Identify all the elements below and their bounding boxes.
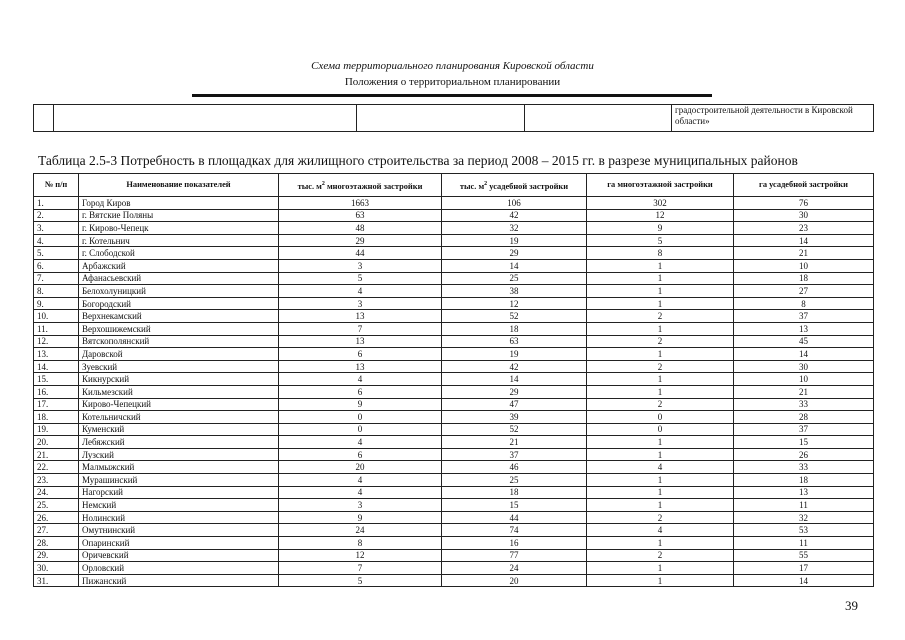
table-header-row — [34, 174, 874, 197]
col-header-multi-k-rest: многоэтажной застройки — [324, 181, 423, 191]
cell-estate-thousand-m2: 18 — [442, 322, 587, 335]
cell-multi-storey-thousand-m2: 20 — [279, 461, 442, 474]
cell-district-name: Афанасьевский — [79, 272, 279, 285]
cell-district-name: г. Кирово-Чепецк — [79, 222, 279, 235]
table-cell — [525, 105, 672, 132]
cell-estate-thousand-m2: 20 — [442, 574, 587, 587]
cell-row-number: 10. — [34, 310, 79, 323]
cell-multi-storey-thousand-m2: 4 — [279, 285, 442, 298]
cell-multi-storey-thousand-m2: 7 — [279, 322, 442, 335]
cell-multi-storey-thousand-m2: 24 — [279, 524, 442, 537]
cell-estate-thousand-m2: 25 — [442, 474, 587, 487]
table-row — [34, 105, 874, 132]
cell-row-number: 2. — [34, 209, 79, 222]
cell-multi-storey-ha: 2 — [587, 335, 734, 348]
cell-multi-storey-thousand-m2: 44 — [279, 247, 442, 260]
cell-multi-storey-ha: 1 — [587, 486, 734, 499]
cell-district-name: г. Слободской — [79, 247, 279, 260]
cell-multi-storey-ha: 1 — [587, 574, 734, 587]
cell-row-number: 12. — [34, 335, 79, 348]
col-header-estate-k — [442, 174, 587, 197]
cell-estate-ha: 26 — [734, 448, 874, 461]
table-row — [34, 474, 874, 487]
cell-estate-ha: 30 — [734, 360, 874, 373]
cell-estate-thousand-m2: 42 — [442, 360, 587, 373]
table-row — [34, 549, 874, 562]
cell-row-number: 9. — [34, 297, 79, 310]
cell-estate-ha: 14 — [734, 234, 874, 247]
cell-district-name: Верхнекамский — [79, 310, 279, 323]
cell-estate-thousand-m2: 16 — [442, 537, 587, 550]
cell-row-number: 25. — [34, 499, 79, 512]
cell-multi-storey-thousand-m2: 3 — [279, 259, 442, 272]
cell-estate-thousand-m2: 19 — [442, 348, 587, 361]
table-row — [34, 197, 874, 210]
cell-estate-thousand-m2: 63 — [442, 335, 587, 348]
cell-estate-thousand-m2: 74 — [442, 524, 587, 537]
table-cell — [34, 105, 54, 132]
table-cell — [357, 105, 525, 132]
col-header-estate-k-text: тыс. м — [459, 181, 485, 191]
col-header-estate-ha: га усадебной застройки — [734, 174, 874, 197]
cell-estate-thousand-m2: 15 — [442, 499, 587, 512]
cell-multi-storey-ha: 9 — [587, 222, 734, 235]
cell-multi-storey-ha: 12 — [587, 209, 734, 222]
table-row — [34, 247, 874, 260]
cell-multi-storey-ha: 1 — [587, 537, 734, 550]
cell-district-name: Котельничский — [79, 411, 279, 424]
cell-estate-ha: 13 — [734, 486, 874, 499]
cell-estate-ha: 45 — [734, 335, 874, 348]
cell-estate-thousand-m2: 47 — [442, 398, 587, 411]
cell-estate-thousand-m2: 21 — [442, 436, 587, 449]
cell-row-number: 17. — [34, 398, 79, 411]
cell-multi-storey-thousand-m2: 6 — [279, 385, 442, 398]
cell-estate-ha: 13 — [734, 322, 874, 335]
cell-district-name: Кикнурский — [79, 373, 279, 386]
cell-multi-storey-ha: 2 — [587, 511, 734, 524]
cell-estate-thousand-m2: 12 — [442, 297, 587, 310]
cell-row-number: 1. — [34, 197, 79, 210]
cell-multi-storey-thousand-m2: 48 — [279, 222, 442, 235]
cell-estate-thousand-m2: 38 — [442, 285, 587, 298]
cell-multi-storey-ha: 2 — [587, 398, 734, 411]
cell-estate-ha: 17 — [734, 562, 874, 575]
cell-estate-ha: 21 — [734, 385, 874, 398]
cell-estate-thousand-m2: 24 — [442, 562, 587, 575]
cell-multi-storey-thousand-m2: 63 — [279, 209, 442, 222]
previous-table-fragment — [33, 104, 874, 132]
cell-multi-storey-ha: 1 — [587, 297, 734, 310]
cell-estate-ha: 28 — [734, 411, 874, 424]
cell-estate-thousand-m2: 52 — [442, 423, 587, 436]
cell-district-name: г. Котельнич — [79, 234, 279, 247]
cell-estate-ha: 18 — [734, 474, 874, 487]
cell-multi-storey-thousand-m2: 3 — [279, 297, 442, 310]
table-row — [34, 562, 874, 575]
cell-multi-storey-thousand-m2: 0 — [279, 411, 442, 424]
cell-multi-storey-thousand-m2: 7 — [279, 562, 442, 575]
cell-multi-storey-ha: 1 — [587, 499, 734, 512]
table-row — [34, 360, 874, 373]
cell-multi-storey-ha: 5 — [587, 234, 734, 247]
cell-district-name: Орловский — [79, 562, 279, 575]
cell-multi-storey-ha: 2 — [587, 310, 734, 323]
cell-estate-thousand-m2: 52 — [442, 310, 587, 323]
cell-district-name: Даровской — [79, 348, 279, 361]
cell-district-name: Оричевский — [79, 549, 279, 562]
cell-multi-storey-ha: 4 — [587, 461, 734, 474]
cell-district-name: Немский — [79, 499, 279, 512]
table-row — [34, 448, 874, 461]
cell-multi-storey-ha: 1 — [587, 448, 734, 461]
cell-estate-ha: 37 — [734, 423, 874, 436]
document-title: Схема территориального планирования Кировской области — [311, 60, 594, 72]
table-row — [34, 259, 874, 272]
cell-row-number: 15. — [34, 373, 79, 386]
page-number: 39 — [845, 598, 858, 613]
cell-district-name: Мурашинский — [79, 474, 279, 487]
table-row — [34, 272, 874, 285]
cell-row-number: 30. — [34, 562, 79, 575]
cell-estate-thousand-m2: 37 — [442, 448, 587, 461]
col-header-multi-ha: га многоэтажной застройки — [587, 174, 734, 197]
cell-district-name: Нагорский — [79, 486, 279, 499]
cell-district-name: Лузский — [79, 448, 279, 461]
cell-multi-storey-ha: 1 — [587, 348, 734, 361]
cell-row-number: 27. — [34, 524, 79, 537]
table-row — [34, 373, 874, 386]
table-row — [34, 524, 874, 537]
cell-district-name: Омутнинский — [79, 524, 279, 537]
cell-multi-storey-ha: 1 — [587, 272, 734, 285]
housing-demand-table — [33, 173, 874, 587]
table-row — [34, 209, 874, 222]
table-row — [34, 322, 874, 335]
cell-multi-storey-thousand-m2: 13 — [279, 310, 442, 323]
cell-district-name: Вятскополянский — [79, 335, 279, 348]
cell-estate-ha: 10 — [734, 259, 874, 272]
cell-row-number: 4. — [34, 234, 79, 247]
cell-multi-storey-thousand-m2: 4 — [279, 373, 442, 386]
cell-estate-ha: 23 — [734, 222, 874, 235]
cell-estate-ha: 33 — [734, 461, 874, 474]
cell-multi-storey-thousand-m2: 1663 — [279, 197, 442, 210]
cell-estate-thousand-m2: 29 — [442, 247, 587, 260]
cell-multi-storey-thousand-m2: 9 — [279, 511, 442, 524]
cell-multi-storey-ha: 4 — [587, 524, 734, 537]
cell-row-number: 20. — [34, 436, 79, 449]
cell-multi-storey-ha: 0 — [587, 411, 734, 424]
cell-multi-storey-thousand-m2: 6 — [279, 448, 442, 461]
col-header-multi-k-sup: 2 — [321, 180, 325, 187]
cell-district-name: Кильмезский — [79, 385, 279, 398]
table-row — [34, 348, 874, 361]
table-row — [34, 234, 874, 247]
cell-row-number: 16. — [34, 385, 79, 398]
table-row — [34, 436, 874, 449]
cell-multi-storey-ha: 1 — [587, 474, 734, 487]
col-header-num: № п/п — [34, 174, 79, 197]
cell-multi-storey-thousand-m2: 6 — [279, 348, 442, 361]
cell-estate-ha: 33 — [734, 398, 874, 411]
cell-multi-storey-thousand-m2: 12 — [279, 549, 442, 562]
cell-estate-ha: 8 — [734, 297, 874, 310]
cell-estate-thousand-m2: 18 — [442, 486, 587, 499]
cell-district-name: Кирово-Чепецкий — [79, 398, 279, 411]
table-row — [34, 310, 874, 323]
cell-multi-storey-ha: 1 — [587, 373, 734, 386]
cell-row-number: 28. — [34, 537, 79, 550]
cell-multi-storey-thousand-m2: 4 — [279, 474, 442, 487]
cell-row-number: 5. — [34, 247, 79, 260]
cell-estate-thousand-m2: 25 — [442, 272, 587, 285]
cell-estate-ha: 30 — [734, 209, 874, 222]
table-row — [34, 335, 874, 348]
cell-multi-storey-thousand-m2: 4 — [279, 436, 442, 449]
table-row — [34, 574, 874, 587]
cell-estate-ha: 18 — [734, 272, 874, 285]
table-row — [34, 423, 874, 436]
cell-district-name: Малмыжский — [79, 461, 279, 474]
cell-estate-ha: 37 — [734, 310, 874, 323]
cell-row-number: 21. — [34, 448, 79, 461]
cell-estate-thousand-m2: 44 — [442, 511, 587, 524]
cell-estate-thousand-m2: 39 — [442, 411, 587, 424]
cell-district-name: Куменский — [79, 423, 279, 436]
cell-row-number: 3. — [34, 222, 79, 235]
cell-estate-ha: 11 — [734, 499, 874, 512]
cell-multi-storey-thousand-m2: 0 — [279, 423, 442, 436]
cell-estate-thousand-m2: 106 — [442, 197, 587, 210]
cell-district-name: г. Вятские Поляны — [79, 209, 279, 222]
table-row — [34, 398, 874, 411]
table-row — [34, 285, 874, 298]
table-cell: градостроительной деятельности в Кировской области» — [672, 105, 874, 132]
table-row — [34, 511, 874, 524]
cell-multi-storey-thousand-m2: 5 — [279, 574, 442, 587]
cell-estate-thousand-m2: 14 — [442, 373, 587, 386]
cell-district-name: Нолинский — [79, 511, 279, 524]
table-row — [34, 461, 874, 474]
cell-estate-ha: 10 — [734, 373, 874, 386]
table-row — [34, 499, 874, 512]
cell-multi-storey-thousand-m2: 9 — [279, 398, 442, 411]
cell-multi-storey-thousand-m2: 13 — [279, 335, 442, 348]
cell-row-number: 8. — [34, 285, 79, 298]
cell-estate-thousand-m2: 29 — [442, 385, 587, 398]
header-divider — [192, 94, 712, 97]
cell-multi-storey-thousand-m2: 5 — [279, 272, 442, 285]
cell-row-number: 14. — [34, 360, 79, 373]
table-row — [34, 411, 874, 424]
cell-district-name: Верхошижемский — [79, 322, 279, 335]
cell-multi-storey-ha: 1 — [587, 285, 734, 298]
cell-multi-storey-ha: 1 — [587, 436, 734, 449]
col-header-multi-k-text: тыс. м — [297, 181, 322, 191]
col-header-multi-k — [279, 174, 442, 197]
cell-estate-thousand-m2: 42 — [442, 209, 587, 222]
cell-district-name: Арбажский — [79, 259, 279, 272]
cell-estate-thousand-m2: 19 — [442, 234, 587, 247]
col-header-name: Наименование показателей — [79, 174, 279, 197]
cell-estate-ha: 32 — [734, 511, 874, 524]
cell-estate-ha: 14 — [734, 574, 874, 587]
cell-district-name: Зуевский — [79, 360, 279, 373]
cell-multi-storey-thousand-m2: 8 — [279, 537, 442, 550]
table-row — [34, 297, 874, 310]
table-row — [34, 486, 874, 499]
cell-estate-thousand-m2: 32 — [442, 222, 587, 235]
cell-row-number: 7. — [34, 272, 79, 285]
cell-row-number: 24. — [34, 486, 79, 499]
cell-estate-thousand-m2: 14 — [442, 259, 587, 272]
document-subtitle: Положения о территориальном планировании — [344, 76, 561, 88]
cell-row-number: 18. — [34, 411, 79, 424]
cell-row-number: 23. — [34, 474, 79, 487]
cell-row-number: 6. — [34, 259, 79, 272]
table-row — [34, 385, 874, 398]
cell-row-number: 31. — [34, 574, 79, 587]
cell-estate-ha: 15 — [734, 436, 874, 449]
cell-row-number: 13. — [34, 348, 79, 361]
cell-estate-ha: 14 — [734, 348, 874, 361]
cell-estate-ha: 76 — [734, 197, 874, 210]
table-body — [34, 197, 874, 587]
cell-multi-storey-ha: 1 — [587, 385, 734, 398]
table-row — [34, 222, 874, 235]
cell-district-name: Опаринский — [79, 537, 279, 550]
cell-row-number: 11. — [34, 322, 79, 335]
cell-multi-storey-ha: 2 — [587, 360, 734, 373]
col-header-estate-k-sup: 2 — [484, 180, 488, 187]
cell-row-number: 26. — [34, 511, 79, 524]
cell-estate-thousand-m2: 46 — [442, 461, 587, 474]
cell-row-number: 29. — [34, 549, 79, 562]
cell-estate-ha: 53 — [734, 524, 874, 537]
cell-multi-storey-ha: 1 — [587, 259, 734, 272]
cell-multi-storey-ha: 1 — [587, 322, 734, 335]
cell-multi-storey-ha: 302 — [587, 197, 734, 210]
cell-multi-storey-thousand-m2: 3 — [279, 499, 442, 512]
cell-district-name: Пижанский — [79, 574, 279, 587]
cell-estate-ha: 27 — [734, 285, 874, 298]
cell-multi-storey-ha: 2 — [587, 549, 734, 562]
cell-estate-ha: 21 — [734, 247, 874, 260]
table-cell — [54, 105, 357, 132]
table-row — [34, 537, 874, 550]
cell-multi-storey-thousand-m2: 13 — [279, 360, 442, 373]
cell-district-name: Лебяжский — [79, 436, 279, 449]
cell-district-name: Белохолуницкий — [79, 285, 279, 298]
cell-multi-storey-ha: 8 — [587, 247, 734, 260]
cell-row-number: 19. — [34, 423, 79, 436]
cell-row-number: 22. — [34, 461, 79, 474]
cell-multi-storey-ha: 1 — [587, 562, 734, 575]
cell-multi-storey-ha: 0 — [587, 423, 734, 436]
cell-multi-storey-thousand-m2: 4 — [279, 486, 442, 499]
cell-multi-storey-thousand-m2: 29 — [279, 234, 442, 247]
cell-estate-ha: 55 — [734, 549, 874, 562]
table-caption: Таблица 2.5-3 Потребность в площадках для жилищного строительства за период 2008 – 2015 гг. в разрезе муниципальных районов — [38, 153, 798, 168]
cell-estate-thousand-m2: 77 — [442, 549, 587, 562]
cell-district-name: Город Киров — [79, 197, 279, 210]
cell-district-name: Богородский — [79, 297, 279, 310]
cell-estate-ha: 11 — [734, 537, 874, 550]
col-header-estate-k-rest: усадебной застройки — [487, 181, 569, 191]
